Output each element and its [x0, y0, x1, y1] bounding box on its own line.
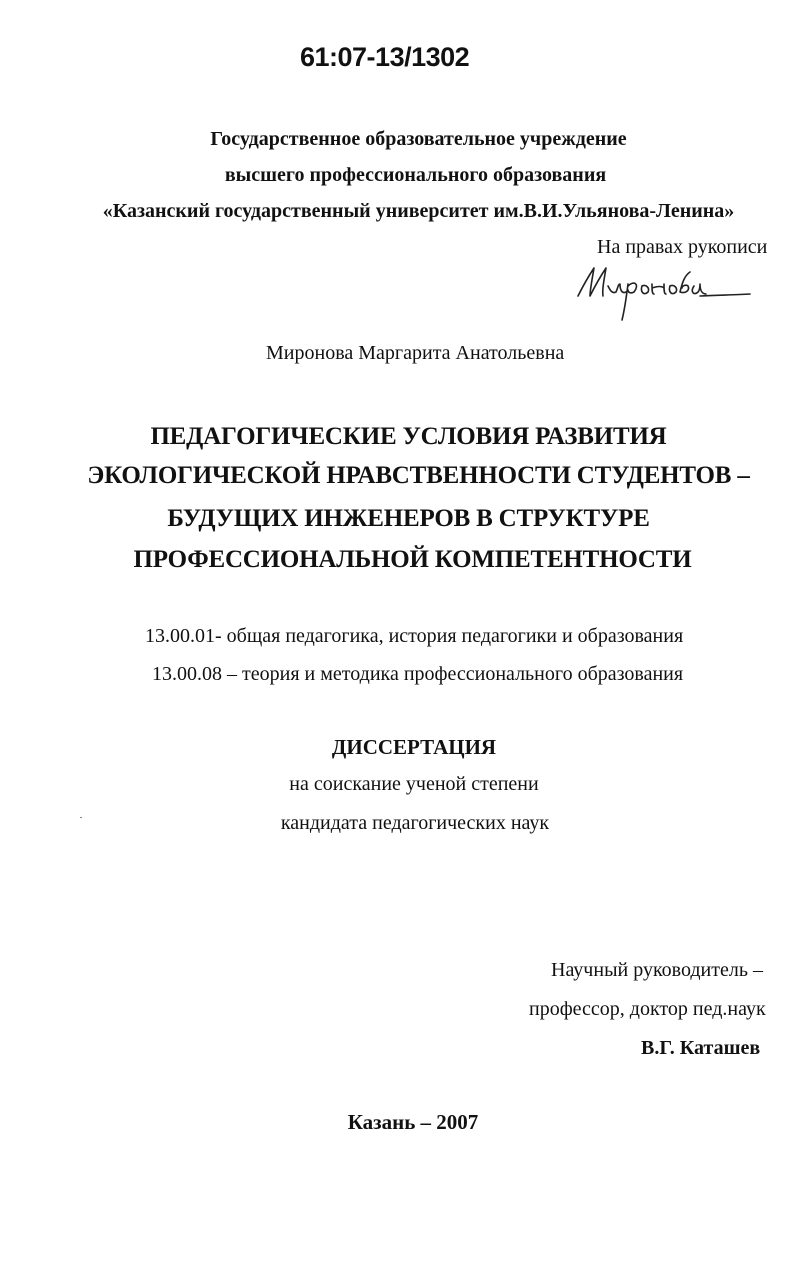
title-line-4: ПРОФЕССИОНАЛЬНОЙ КОМПЕТЕНТНОСТИ — [133, 546, 692, 573]
title-line-2: ЭКОЛОГИЧЕСКОЙ НРАВСТВЕННОСТИ СТУДЕНТОВ – — [87, 462, 750, 489]
title-line-3: БУДУЩИХ ИНЖЕНЕРОВ В СТРУКТУРЕ — [167, 505, 650, 532]
place-and-year: Казань – 2007 — [347, 1110, 479, 1134]
scan-speck — [80, 817, 82, 818]
institution-line-2: высшего профессионального образования — [224, 164, 607, 186]
title-line-1: ПЕДАГОГИЧЕСКИЕ УСЛОВИЯ РАЗВИТИЯ — [150, 423, 667, 450]
manuscript-note: На правах рукописи — [597, 236, 768, 258]
advisor-credentials: профессор, доктор пед.наук — [529, 998, 766, 1020]
institution-line-1: Государственное образовательное учреждение — [210, 128, 627, 150]
degree-line-2: кандидата педагогических наук — [280, 812, 550, 834]
specialty-line-2: 13.00.08 – теория и методика профессионального образования — [152, 663, 684, 685]
institution-line-3: «Казанский государственный университет им.В.И.Ульянова-Ленина» — [102, 200, 735, 222]
registry-code: 61:07-13/1302 — [300, 42, 470, 72]
work-type-heading: ДИССЕРТАЦИЯ — [331, 735, 497, 759]
specialty-line-1: 13.00.01- общая педагогика, история педагогики и образования — [145, 625, 684, 647]
advisor-role: Научный руководитель – — [551, 959, 763, 981]
degree-line-1: на соискание ученой степени — [289, 773, 539, 795]
author-signature — [570, 254, 760, 324]
author-name: Миронова Маргарита Анатольевна — [266, 342, 565, 364]
advisor-name: В.Г. Каташев — [641, 1037, 761, 1059]
